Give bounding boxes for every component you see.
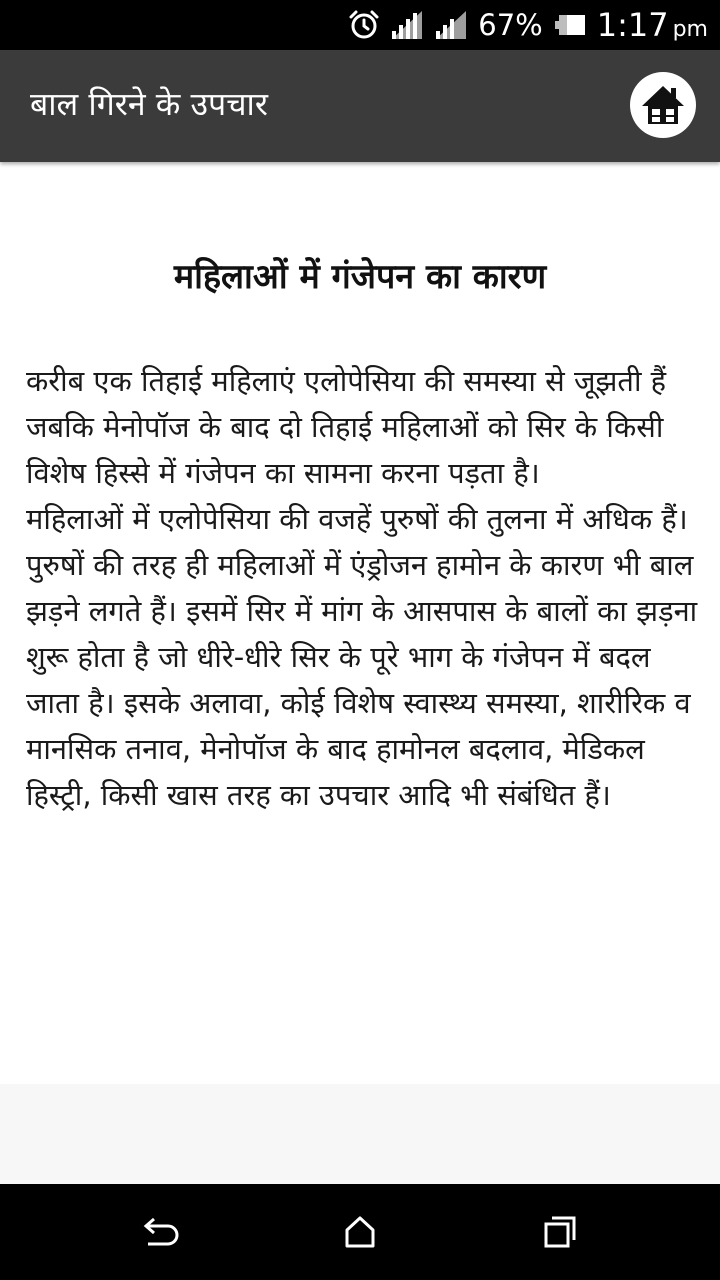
- home-outline-icon: [342, 1214, 378, 1250]
- clock-ampm: pm: [672, 17, 708, 42]
- recents-icon: [542, 1214, 578, 1250]
- app-title: बाल गिरने के उपचार: [30, 85, 268, 123]
- signal-icon: [390, 9, 424, 41]
- recents-button[interactable]: [540, 1212, 580, 1252]
- back-button[interactable]: [140, 1212, 180, 1252]
- clock-time: 1:17: [596, 6, 669, 44]
- nav-bar: [0, 1184, 720, 1280]
- status-bar: [0, 0, 720, 50]
- clock: [597, 6, 708, 44]
- article-body: [26, 358, 698, 818]
- battery-icon: [553, 13, 587, 37]
- home-nav-button[interactable]: [340, 1212, 380, 1252]
- footer-blank-area: [0, 1084, 720, 1184]
- article-paragraph-1: करीब एक तिहाई महिलाएं एलोपेसिया की समस्या से जूझती हैं जबकि मेनोपॉज के बाद दो तिहाई महिलाओं को सिर के किसी विशेष हिस्से में गंजेपन का सामना करना पड़ता है।: [26, 364, 667, 490]
- article-paragraph-2: महिलाओं में एलोपेसिया की वजहें पुरुषों की तुलना में अधिक हैं। पुरुषों की तरह ही महिलाओं में एंड्रोजन हामोन के कारण भी बाल झड़ने लगते हैं। इसमें सिर में मांग के आसपास के बालों का झड़ना शुरू होता है जो धीरे-धीरे सिर के पूरे भाग के गंजेपन में बदल जाता है। इसके अलावा, कोई विशेष स्वास्थ्य समस्या, शारीरिक व मानसिक तनाव, मेनोपॉज के बाद हामोनल बदलाव, मेडिकल हिस्ट्री, किसी खास तरह का उपचार आदि भी संबंधित हैं।: [26, 502, 698, 812]
- back-icon: [140, 1214, 180, 1250]
- home-icon: [640, 82, 686, 128]
- alarm-icon: [348, 9, 380, 41]
- app-bar: [0, 50, 720, 162]
- battery-percent: 67%: [478, 8, 543, 42]
- article-title: महिलाओं में गंजेपन का कारण: [173, 257, 547, 297]
- home-button[interactable]: [630, 72, 696, 138]
- article-content[interactable]: [0, 162, 720, 1084]
- signal-icon-2: [434, 9, 468, 41]
- status-icons: [348, 0, 708, 50]
